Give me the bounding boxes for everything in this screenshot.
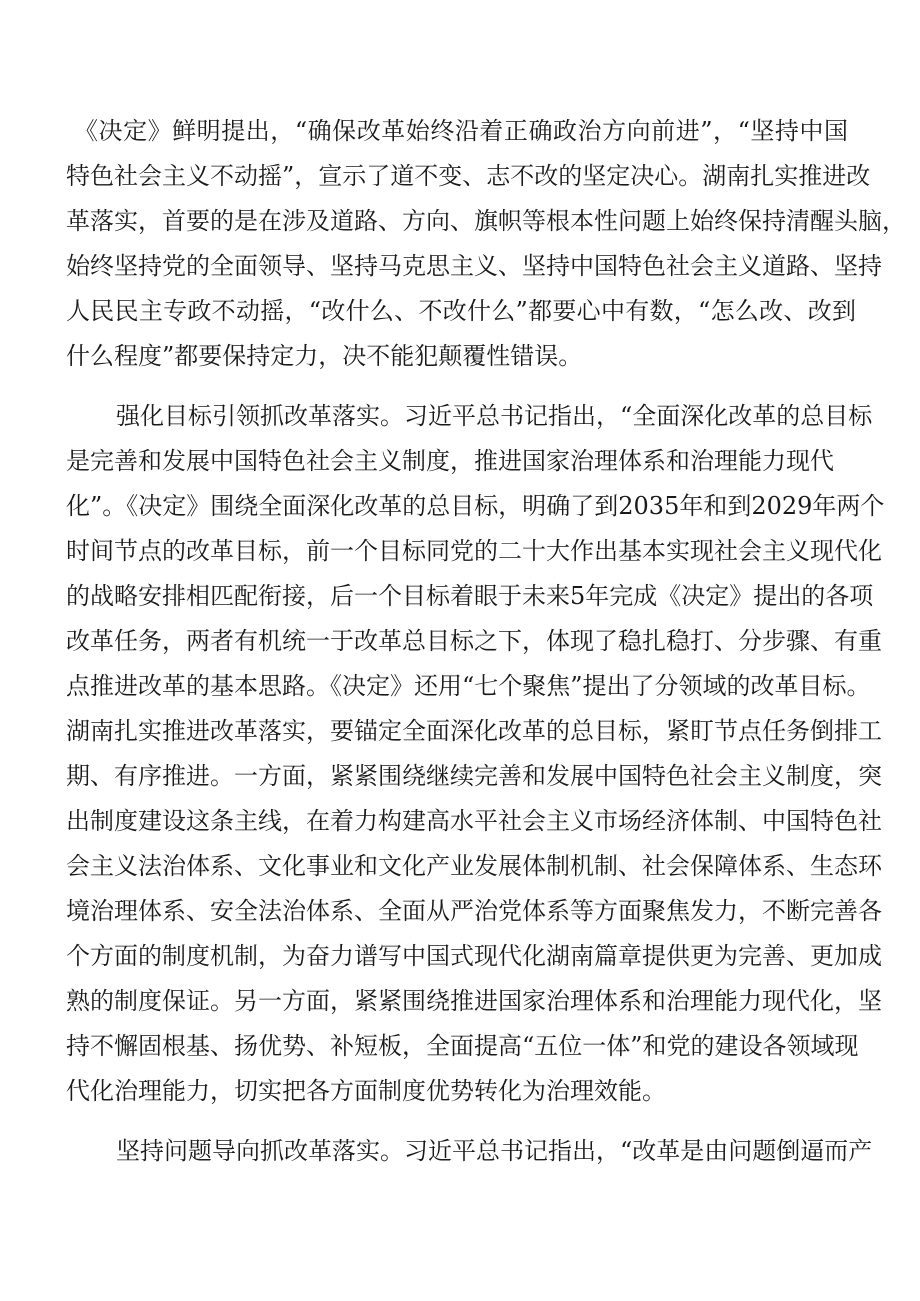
text-line: 持不懈固根基、扬优势、补短板，全面提高“五位一体”和党的建设各领域现 [66,1032,859,1060]
text-line: 特色社会主义不动摇”，宣示了道不变、志不改的坚定决心。湖南扎实推进改 [66,162,871,190]
text-line: 强化目标引领抓改革落实。习近平总书记指出，“全面深化改革的总目标 [116,402,873,430]
text-line: 的战略安排相匹配衔接，后一个目标着眼于未来5年完成《决定》提出的各项 [66,582,874,610]
text-line: 时间节点的改革目标，前一个目标同党的二十大作出基本实现社会主义现代化 [66,537,882,565]
text-line: 改革任务，两者有机统一于改革总目标之下，体现了稳扎稳打、分步骤、有重 [66,627,882,655]
text-line: 坚持问题导向抓改革落实。习近平总书记指出，“改革是由问题倒逼而产 [116,1137,873,1165]
text-line: 期、有序推进。一方面，紧紧围绕继续完善和发展中国特色社会主义制度，突 [66,762,882,790]
text-line: 湖南扎实推进改革落实，要锚定全面深化改革的总目标，紧盯节点任务倒排工 [66,717,882,745]
text-line: 点推进改革的基本思路。《决定》还用“七个聚焦”提出了分领域的改革目标。 [66,672,871,700]
text-line: 熟的制度保证。另一方面，紧紧围绕推进国家治理体系和治理能力现代化，坚 [66,987,882,1015]
text-line: 化”。《决定》围绕全面深化改革的总目标，明确了到2035年和到2029年两个 [66,492,885,520]
text-line: 人民民主专政不动摇，“改什么、不改什么”都要心中有数，“怎么改、改到 [66,297,856,325]
text-line: 出制度建设这条主线，在着力构建高水平社会主义市场经济体制、中国特色社 [66,807,882,835]
text-line: 个方面的制度机制，为奋力谱写中国式现代化湖南篇章提供更为完善、更加成 [66,942,882,970]
text-line: 会主义法治体系、文化事业和文化产业发展体制机制、社会保障体系、生态环 [66,852,882,880]
text-line: 代化治理能力，切实把各方面制度优势转化为治理效能。 [66,1077,666,1105]
text-line: 什么程度”都要保持定力，决不能犯颠覆性错误。 [66,342,583,370]
text-line: 革落实，首要的是在涉及道路、方向、旗帜等根本性问题上始终保持清醒头脑， [66,207,906,235]
text-line: 是完善和发展中国特色社会主义制度，推进国家治理体系和治理能力现代 [66,447,834,475]
text-line: 境治理体系、安全法治体系、全面从严治党体系等方面聚焦发力，不断完善各 [66,897,882,925]
text-line: 《决定》鲜明提出，“确保改革始终沿着正确政治方向前进”，“坚持中国 [74,117,848,145]
text-line: 始终坚持党的全面领导、坚持马克思主义、坚持中国特色社会主义道路、坚持 [66,252,882,280]
